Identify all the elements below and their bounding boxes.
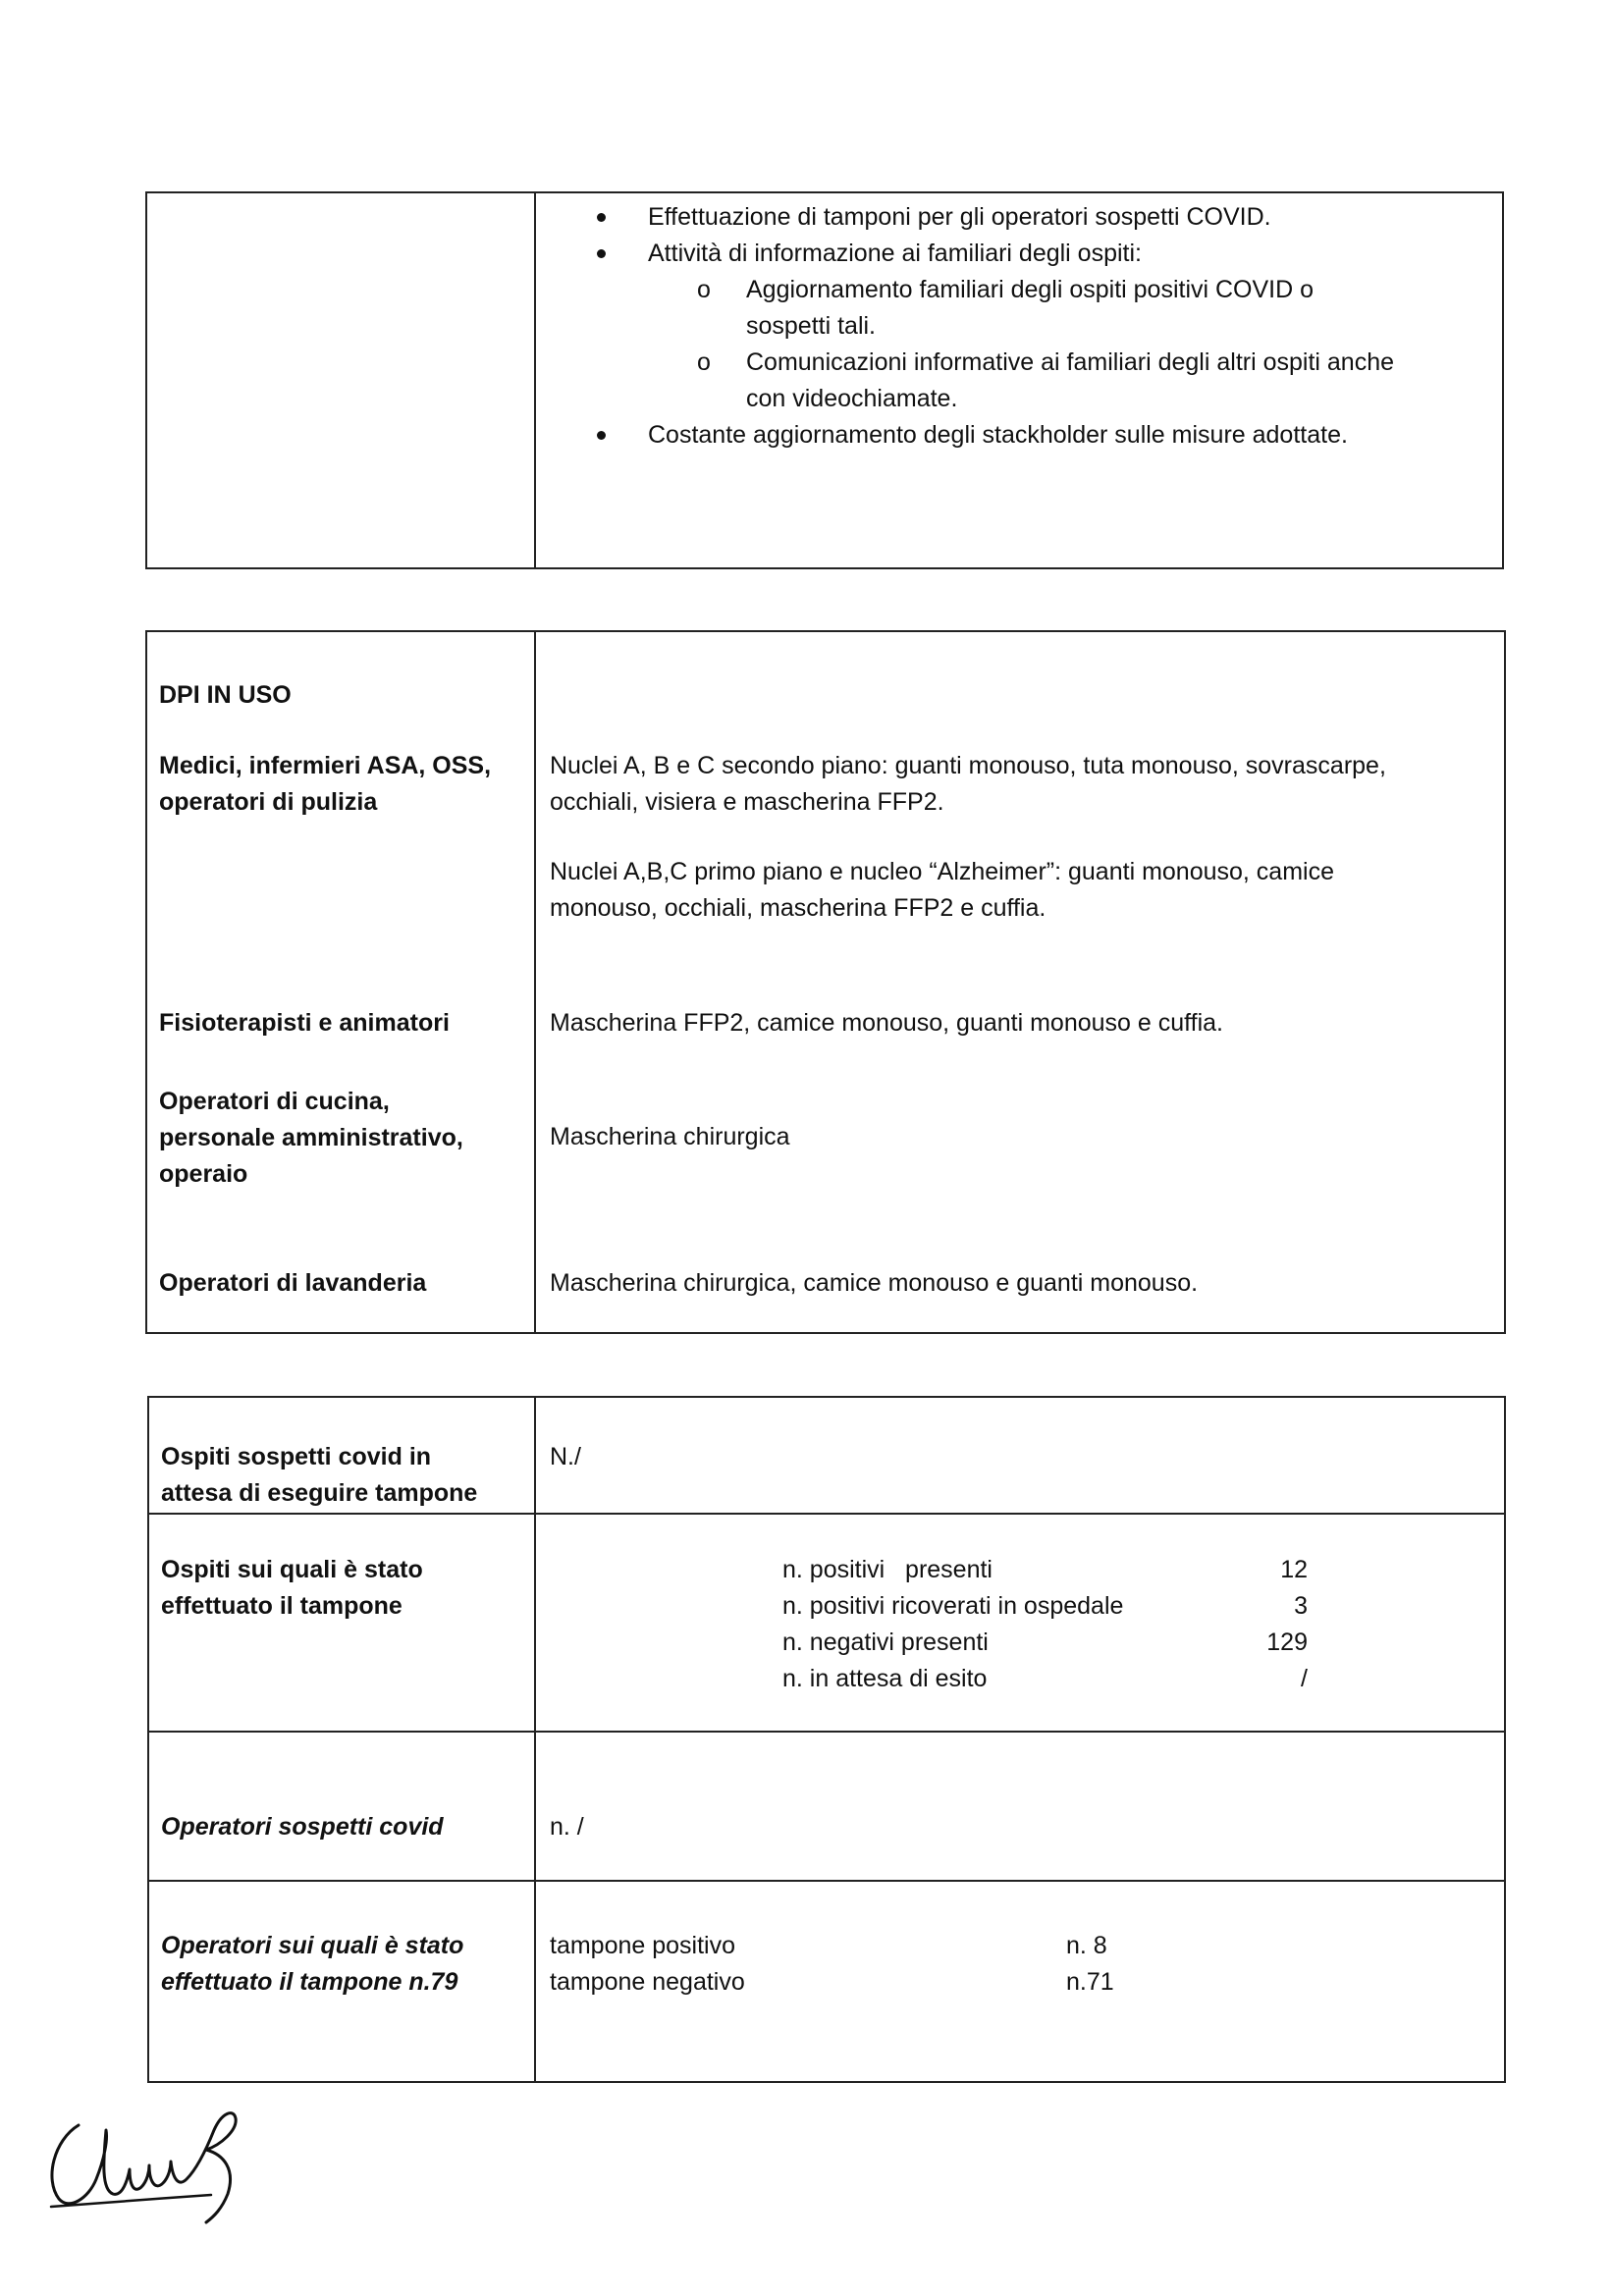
guests-tested-label: [161, 1552, 423, 1625]
role-label: [159, 1084, 463, 1193]
operators-tested-item-value: n.71: [1066, 1968, 1114, 1996]
guests-tested-item-value: 12: [1280, 1556, 1308, 1583]
guests-tested-item-value: /: [1301, 1665, 1308, 1692]
dpi-heading: DPI IN USO: [159, 681, 292, 709]
bullet-text: Attività di informazione ai familiari degli ospiti:: [648, 240, 1142, 267]
list-item: [648, 417, 1492, 454]
row-divider: [149, 1880, 1504, 1882]
label-line: Ospiti sui quali è stato: [161, 1556, 423, 1583]
bullet-icon: [597, 431, 606, 440]
column-divider: [534, 193, 536, 567]
role-label: Operatori di lavanderia: [159, 1269, 427, 1297]
sub-bullet-line: Comunicazioni informative ai familiari degli altri ospiti anche: [746, 348, 1395, 376]
role-line: operatori di pulizia: [159, 788, 378, 816]
role-line: Medici, infermieri ASA, OSS,: [159, 752, 492, 779]
guests-suspected-label: [161, 1439, 477, 1512]
operators-suspected-label: Operatori sospetti covid: [161, 1813, 444, 1841]
dpi-text: [550, 854, 1334, 927]
label-line: effettuato il tampone n.79: [161, 1968, 458, 1996]
activities-table: [145, 191, 1504, 569]
dpi-line: occhiali, visiera e mascherina FFP2.: [550, 788, 944, 816]
bullet-icon: [597, 249, 606, 258]
list-item: [648, 236, 1492, 417]
operators-tested-label: [161, 1928, 463, 2001]
sub-bullet-marker: o: [697, 348, 711, 376]
dpi-line: monouso, occhiali, mascherina FFP2 e cuffia.: [550, 894, 1046, 922]
dpi-text: Mascherina chirurgica, camice monouso e guanti monouso.: [550, 1269, 1199, 1297]
activities-list: [648, 199, 1492, 454]
column-divider: [534, 1398, 536, 2081]
bullet-icon: [597, 213, 606, 222]
sub-list-item: [697, 345, 1512, 417]
dpi-text: [550, 748, 1386, 821]
role-label: [159, 748, 491, 821]
sub-list: [697, 272, 1512, 417]
dpi-table: [145, 630, 1506, 1334]
dpi-text: Mascherina chirurgica: [550, 1123, 790, 1150]
label-line: Operatori sui quali è stato: [161, 1932, 464, 1959]
role-line: operaio: [159, 1160, 248, 1188]
sub-list-item: [697, 272, 1512, 345]
operators-tested-item-value: n. 8: [1066, 1932, 1107, 1959]
sub-bullet-line: con videochiamate.: [746, 385, 958, 412]
guests-tested-item-label: n. positivi ricoverati in ospedale: [782, 1592, 1124, 1620]
guests-tested-item-label: n. positivi presenti: [782, 1556, 993, 1583]
operators-suspected-value: n. /: [550, 1813, 584, 1841]
sub-bullet-line: Aggiornamento familiari degli ospiti positivi COVID o: [746, 276, 1315, 303]
operators-tested-item-label: tampone positivo: [550, 1932, 736, 1959]
row-divider: [149, 1513, 1504, 1515]
sub-bullet-line: sospetti tali.: [746, 312, 877, 340]
label-line: effettuato il tampone: [161, 1592, 402, 1620]
dpi-line: Nuclei A, B e C secondo piano: guanti monouso, tuta monouso, sovrascarpe,: [550, 752, 1386, 779]
dpi-line: Nuclei A,B,C primo piano e nucleo “Alzheimer”: guanti monouso, camice: [550, 858, 1334, 885]
role-line: Operatori di cucina,: [159, 1088, 390, 1115]
list-item: [648, 199, 1492, 236]
label-line: attesa di eseguire tampone: [161, 1479, 478, 1507]
column-divider: [534, 632, 536, 1332]
signature-icon: [39, 2101, 255, 2228]
bullet-text: Costante aggiornamento degli stackholder sulle misure adottate.: [648, 421, 1348, 449]
row-divider: [149, 1731, 1504, 1733]
role-line: personale amministrativo,: [159, 1124, 463, 1151]
guests-tested-item-label: n. negativi presenti: [782, 1629, 989, 1656]
bullet-text: Effettuazione di tamponi per gli operatori sospetti COVID.: [648, 203, 1271, 231]
guests-tested-item-value: 129: [1266, 1629, 1308, 1656]
guests-tested-item-value: 3: [1294, 1592, 1308, 1620]
guests-suspected-value: N./: [550, 1443, 581, 1470]
stats-table: [147, 1396, 1506, 2083]
dpi-text: Mascherina FFP2, camice monouso, guanti monouso e cuffia.: [550, 1009, 1223, 1037]
role-label: Fisioterapisti e animatori: [159, 1009, 450, 1037]
label-line: Ospiti sospetti covid in: [161, 1443, 432, 1470]
operators-tested-item-label: tampone negativo: [550, 1968, 745, 1996]
guests-tested-item-label: n. in attesa di esito: [782, 1665, 988, 1692]
sub-bullet-marker: o: [697, 276, 711, 303]
